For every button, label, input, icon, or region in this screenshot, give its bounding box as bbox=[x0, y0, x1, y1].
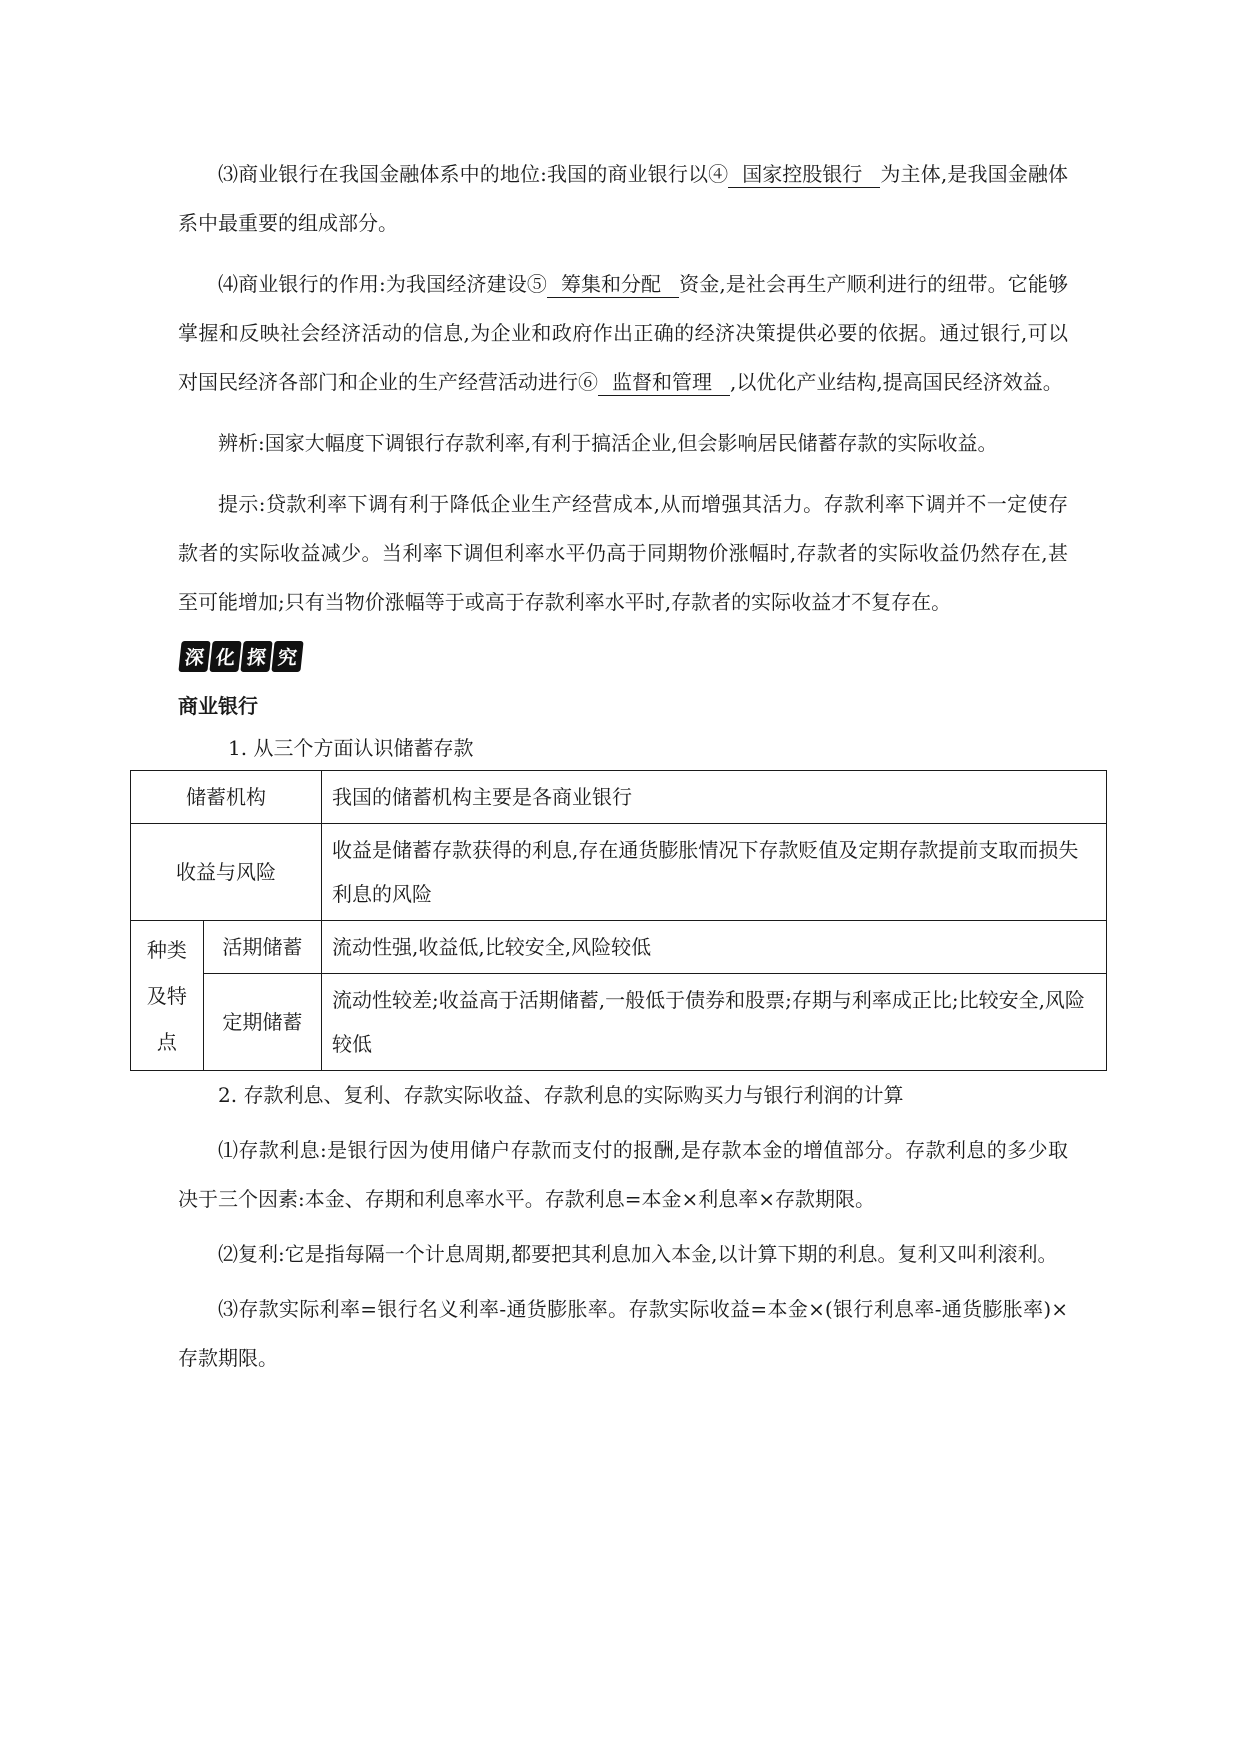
document-page bbox=[146, 150, 1085, 1383]
badge-char: 深 bbox=[178, 641, 210, 672]
text: 为主体,是我国金融体系中最重要的组成部分。 bbox=[178, 162, 1068, 235]
table-row bbox=[131, 771, 1107, 824]
section-heading: 商业银行 bbox=[178, 694, 258, 718]
table-cell-label: 储蓄机构 bbox=[131, 771, 322, 824]
fill-blank-5: 筹集和分配 bbox=[547, 271, 679, 298]
section2-title: 2. 存款利息、复利、存款实际收益、存款利息的实际购买力与银行利润的计算 bbox=[218, 1083, 904, 1107]
table-row bbox=[131, 974, 1107, 1071]
table-cell-label: 活期储蓄 bbox=[203, 921, 321, 974]
fill-blank-6: 监督和管理 bbox=[598, 369, 730, 396]
table-cell-group: 种类及特点 bbox=[131, 921, 204, 1071]
text: ⑶商业银行在我国金融体系中的地位:我国的商业银行以④ bbox=[218, 162, 729, 186]
paragraph-bank-role bbox=[178, 260, 1068, 407]
table-cell-value: 流动性较差;收益高于活期储蓄,一般低于债券和股票;存期与利率成正比;比较安全,风险较低 bbox=[322, 974, 1107, 1071]
paragraph-bank-status bbox=[178, 150, 1068, 248]
table-cell-value: 流动性强,收益低,比较安全,风险较低 bbox=[322, 921, 1107, 974]
badge-char: 化 bbox=[209, 641, 241, 672]
text: ,以优化产业结构,提高国民经济效益。 bbox=[730, 370, 1063, 394]
subheading: 1. 从三个方面认识储蓄存款 bbox=[228, 736, 474, 760]
paragraph-tishi: 提示:贷款利率下调有利于降低企业生产经营成本,从而增强其活力。存款利率下调并不一定使存款者的实际收益减少。当利率下调但利率水平仍高于同期物价涨幅时,存款者的实际收益仍然存在,甚至可能增加;只有当物价涨幅等于或高于存款利率水平时,存款者的实际收益才不复存在。 bbox=[178, 492, 1068, 614]
table-row bbox=[131, 921, 1107, 974]
text: 资金,是社会再生产顺利进行的纽带。它能够掌握和反映社会经济活动的信息,为企业和政府作出正确的经济决策提供必要的依据。通过银行,可以对国民经济各部门和企业的生产经营活动进行⑥ bbox=[178, 272, 1069, 394]
section-badge bbox=[180, 641, 1068, 672]
section2-item-2: ⑵复利:它是指每隔一个计息周期,都要把其利息加入本金,以计算下期的利息。复利又叫利滚利。 bbox=[218, 1242, 1058, 1266]
table-cell-label: 定期储蓄 bbox=[203, 974, 321, 1071]
text: ⑷商业银行的作用:为我国经济建设⑤ bbox=[218, 272, 547, 296]
fill-blank-4: 国家控股银行 bbox=[728, 161, 880, 188]
savings-table bbox=[130, 770, 1107, 1071]
table-cell-label: 收益与风险 bbox=[131, 824, 322, 921]
section2-item-1: ⑴存款利息:是银行因为使用储户存款而支付的报酬,是存款本金的增值部分。存款利息的多少取决于三个因素:本金、存期和利息率水平。存款利息=本金×利息率×存款期限。 bbox=[178, 1138, 1068, 1211]
paragraph-bianxi: 辨析:国家大幅度下调银行存款利率,有利于搞活企业,但会影响居民储蓄存款的实际收益。 bbox=[218, 431, 998, 455]
table-cell-value: 我国的储蓄机构主要是各商业银行 bbox=[322, 771, 1107, 824]
badge-char: 究 bbox=[271, 641, 303, 672]
table-cell-value: 收益是储蓄存款获得的利息,存在通货膨胀情况下存款贬值及定期存款提前支取而损失利息的风险 bbox=[322, 824, 1107, 921]
table-row bbox=[131, 824, 1107, 921]
section2-item-3: ⑶存款实际利率=银行名义利率-通货膨胀率。存款实际收益=本金×(银行利息率-通货膨胀率)×存款期限。 bbox=[178, 1297, 1068, 1370]
badge-char: 探 bbox=[240, 641, 272, 672]
